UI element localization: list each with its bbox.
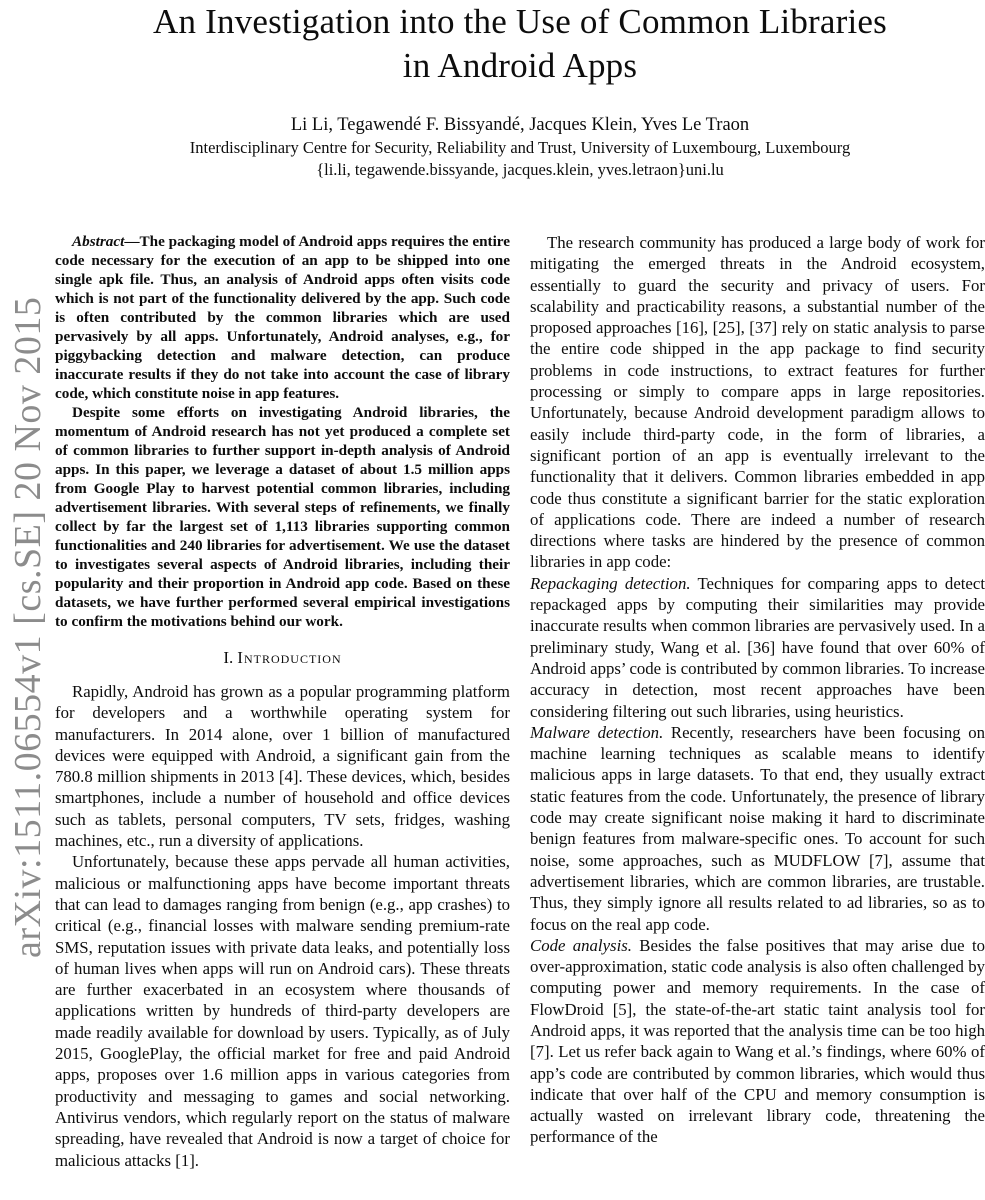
malware-detection-text: Recently, researchers have been focusing on machine learning techniques as scalable means to identify malicious apps in large datasets. To that end, they usually extract static features from the code. Unfortunately, the presence of library code may create significant noise making it hard to discriminate benign features from malware-specific ones. To account for such noise, some approaches, such as MUDFLOW [7], assume that advertisement libraries, which are common libraries, are trustable. Thus, they simply ignore all results related to ad libraries, so as to focus on the real app code.	[530, 722, 985, 934]
introduction-body	[55, 681, 510, 1171]
introduction-paragraph-1: Rapidly, Android has grown as a popular programming platform for developers and a worthwhile operating system for manufacturers. In 2014 alone, over 1 billion of manufactured devices were equipped with Android, a significant gain from the 780.8 million shipments in 2013 [4]. These devices, which, besides smartphones, include a number of household and office devices such as tablets, personal computers, TV sets, fridges, washing machines, etc., run a diversity of applications.	[55, 682, 510, 851]
repackaging-detection-lead: Repackaging detection.	[530, 573, 691, 593]
abstract-paragraph-2: Despite some efforts on investigating Android libraries, the momentum of Android research has not yet produced a complete set of common libraries to further support in-depth analysis of Android apps. In this paper, we leverage a dataset of about 1.5 million apps from Google Play to harvest potential common libraries, including advertisement libraries. With several steps of refinements, we finally collect by far the largest set of 1,113 libraries supporting common functionalities and 240 libraries for advertisement. We use the dataset to investigates several aspects of Android libraries, including their popularity and their proportion in Android app code. Based on these datasets, we have further performed several empirical investigations to confirm the motivations behind our work.	[55, 404, 510, 630]
abstract-paragraph-1	[55, 232, 510, 403]
emails-line: {li.li, tegawende.bissyande, jacques.klein, yves.letraon}uni.lu	[316, 160, 724, 179]
paper-title	[55, 0, 985, 88]
paper-title-line1: An Investigation into the Use of Common Libraries	[153, 2, 887, 41]
section-heading-introduction	[55, 647, 510, 669]
abstract-section	[55, 232, 510, 631]
introduction-paragraph-2: Unfortunately, because these apps pervade all human activities, malicious or malfunctioning apps have become important threats that can lead to damages ranging from benign (e.g., app crashes) to critical (e.g., financial losses with malware sending premium-rate SMS, reputation issues with private data leaks, and potentially loss of human lives when apps will run on Android cars). These threats are further exacerbated in an ecosystem where thousands of applications written by hundreds of third-party developers are made readily available for download by users. Typically, as of July 2015, GooglePlay, the official market for free and paid Android apps, proposes over 1.6 million apps in various categories from productivity and messaging to games and social networking. Antivirus vendors, which regularly report on the status of malware spreading, have revealed that Android is now a target of choice for malicious attacks [1].	[55, 852, 510, 1170]
affiliation-line: Interdisciplinary Centre for Security, Reliability and Trust, University of Luxembourg, Luxembourg	[189, 138, 851, 157]
paper-title-line2: in Android Apps	[402, 46, 638, 85]
code-analysis-text: Besides the false positives that may arise due to over-approximation, static code analysis is also often challenged by computing power and memory requirements. In the case of FlowDroid [5], the state-of-the-art static taint analysis tool for Android apps, it was reported that the analysis time can be too high [7]. Let us refer back again to Wang et al.’s findings, where 60% of app’s code are contributed by common libraries, which would thus indicate that over half of the CPU and memory consumption is actually wasted on irrelevant library code, threatening the performance of the	[530, 935, 985, 1147]
code-analysis-lead: Code analysis.	[530, 935, 632, 955]
right-column	[530, 232, 985, 1148]
arxiv-watermark: arXiv:1511.06554v1 [cs.SE] 20 Nov 2015	[7, 296, 49, 958]
paper-content	[55, 0, 985, 1200]
paragraph-repackaging-detection	[530, 573, 985, 722]
authors-line: Li Li, Tegawendé F. Bissyandé, Jacques Klein, Yves Le Traon	[290, 115, 750, 135]
paragraph-malware-detection	[530, 722, 985, 935]
abstract-paragraph-1-text: —The packaging model of Android apps requires the entire code necessary for the execution of an app to be shipped into one single apk file. Thus, an analysis of Android apps often visits code which is not part of the functionality delivered by the app. Such code is often contributed by the common libraries which are used pervasively by all apps. Unfortunately, Android analyses, e.g., for piggybacking detection and malware detection, can produce inaccurate results if they do not take into account the case of library code, which constitute noise in app features.	[55, 233, 510, 402]
right-paragraph-1: The research community has produced a large body of work for mitigating the emerged threats in the Android ecosystem, essentially to guard the security and privacy of users. For scalability and practicability reasons, a substantial number of the proposed approaches [16], [25], [37] rely on static analysis to parse the entire code shipped in the app package to find security problems in code instructions, to extract features for further processing or simply to compare apps in large repositories. Unfortunately, because Android development paradigm allows to easily include third-party code, in the form of libraries, a significant portion of an app is eventually irrelevant to the functionality that it delivers. Common libraries embedded in app code thus constitute a significant barrier for the static exploration of applications code. There are indeed a number of research directions where tasks are hindered by the presence of common libraries in app code:	[530, 233, 985, 572]
repackaging-detection-text: Techniques for comparing apps to detect repackaged apps by computing their similarities may provide inaccurate results when common libraries are pervasively used. In a preliminary study, Wang et al. [36] have found that over 60% of Android apps’ code is contributed by common libraries. To increase accuracy in detection, most recent approaches have been considering filtering out such libraries, using heuristics.	[530, 573, 985, 721]
paragraph-code-analysis	[530, 935, 985, 1148]
abstract-lead: Abstract	[72, 233, 125, 250]
section-number: I.	[223, 648, 234, 667]
paper-header	[55, 0, 985, 181]
section-title: Introduction	[237, 648, 342, 667]
malware-detection-lead: Malware detection.	[530, 722, 664, 742]
left-column	[55, 232, 510, 1171]
